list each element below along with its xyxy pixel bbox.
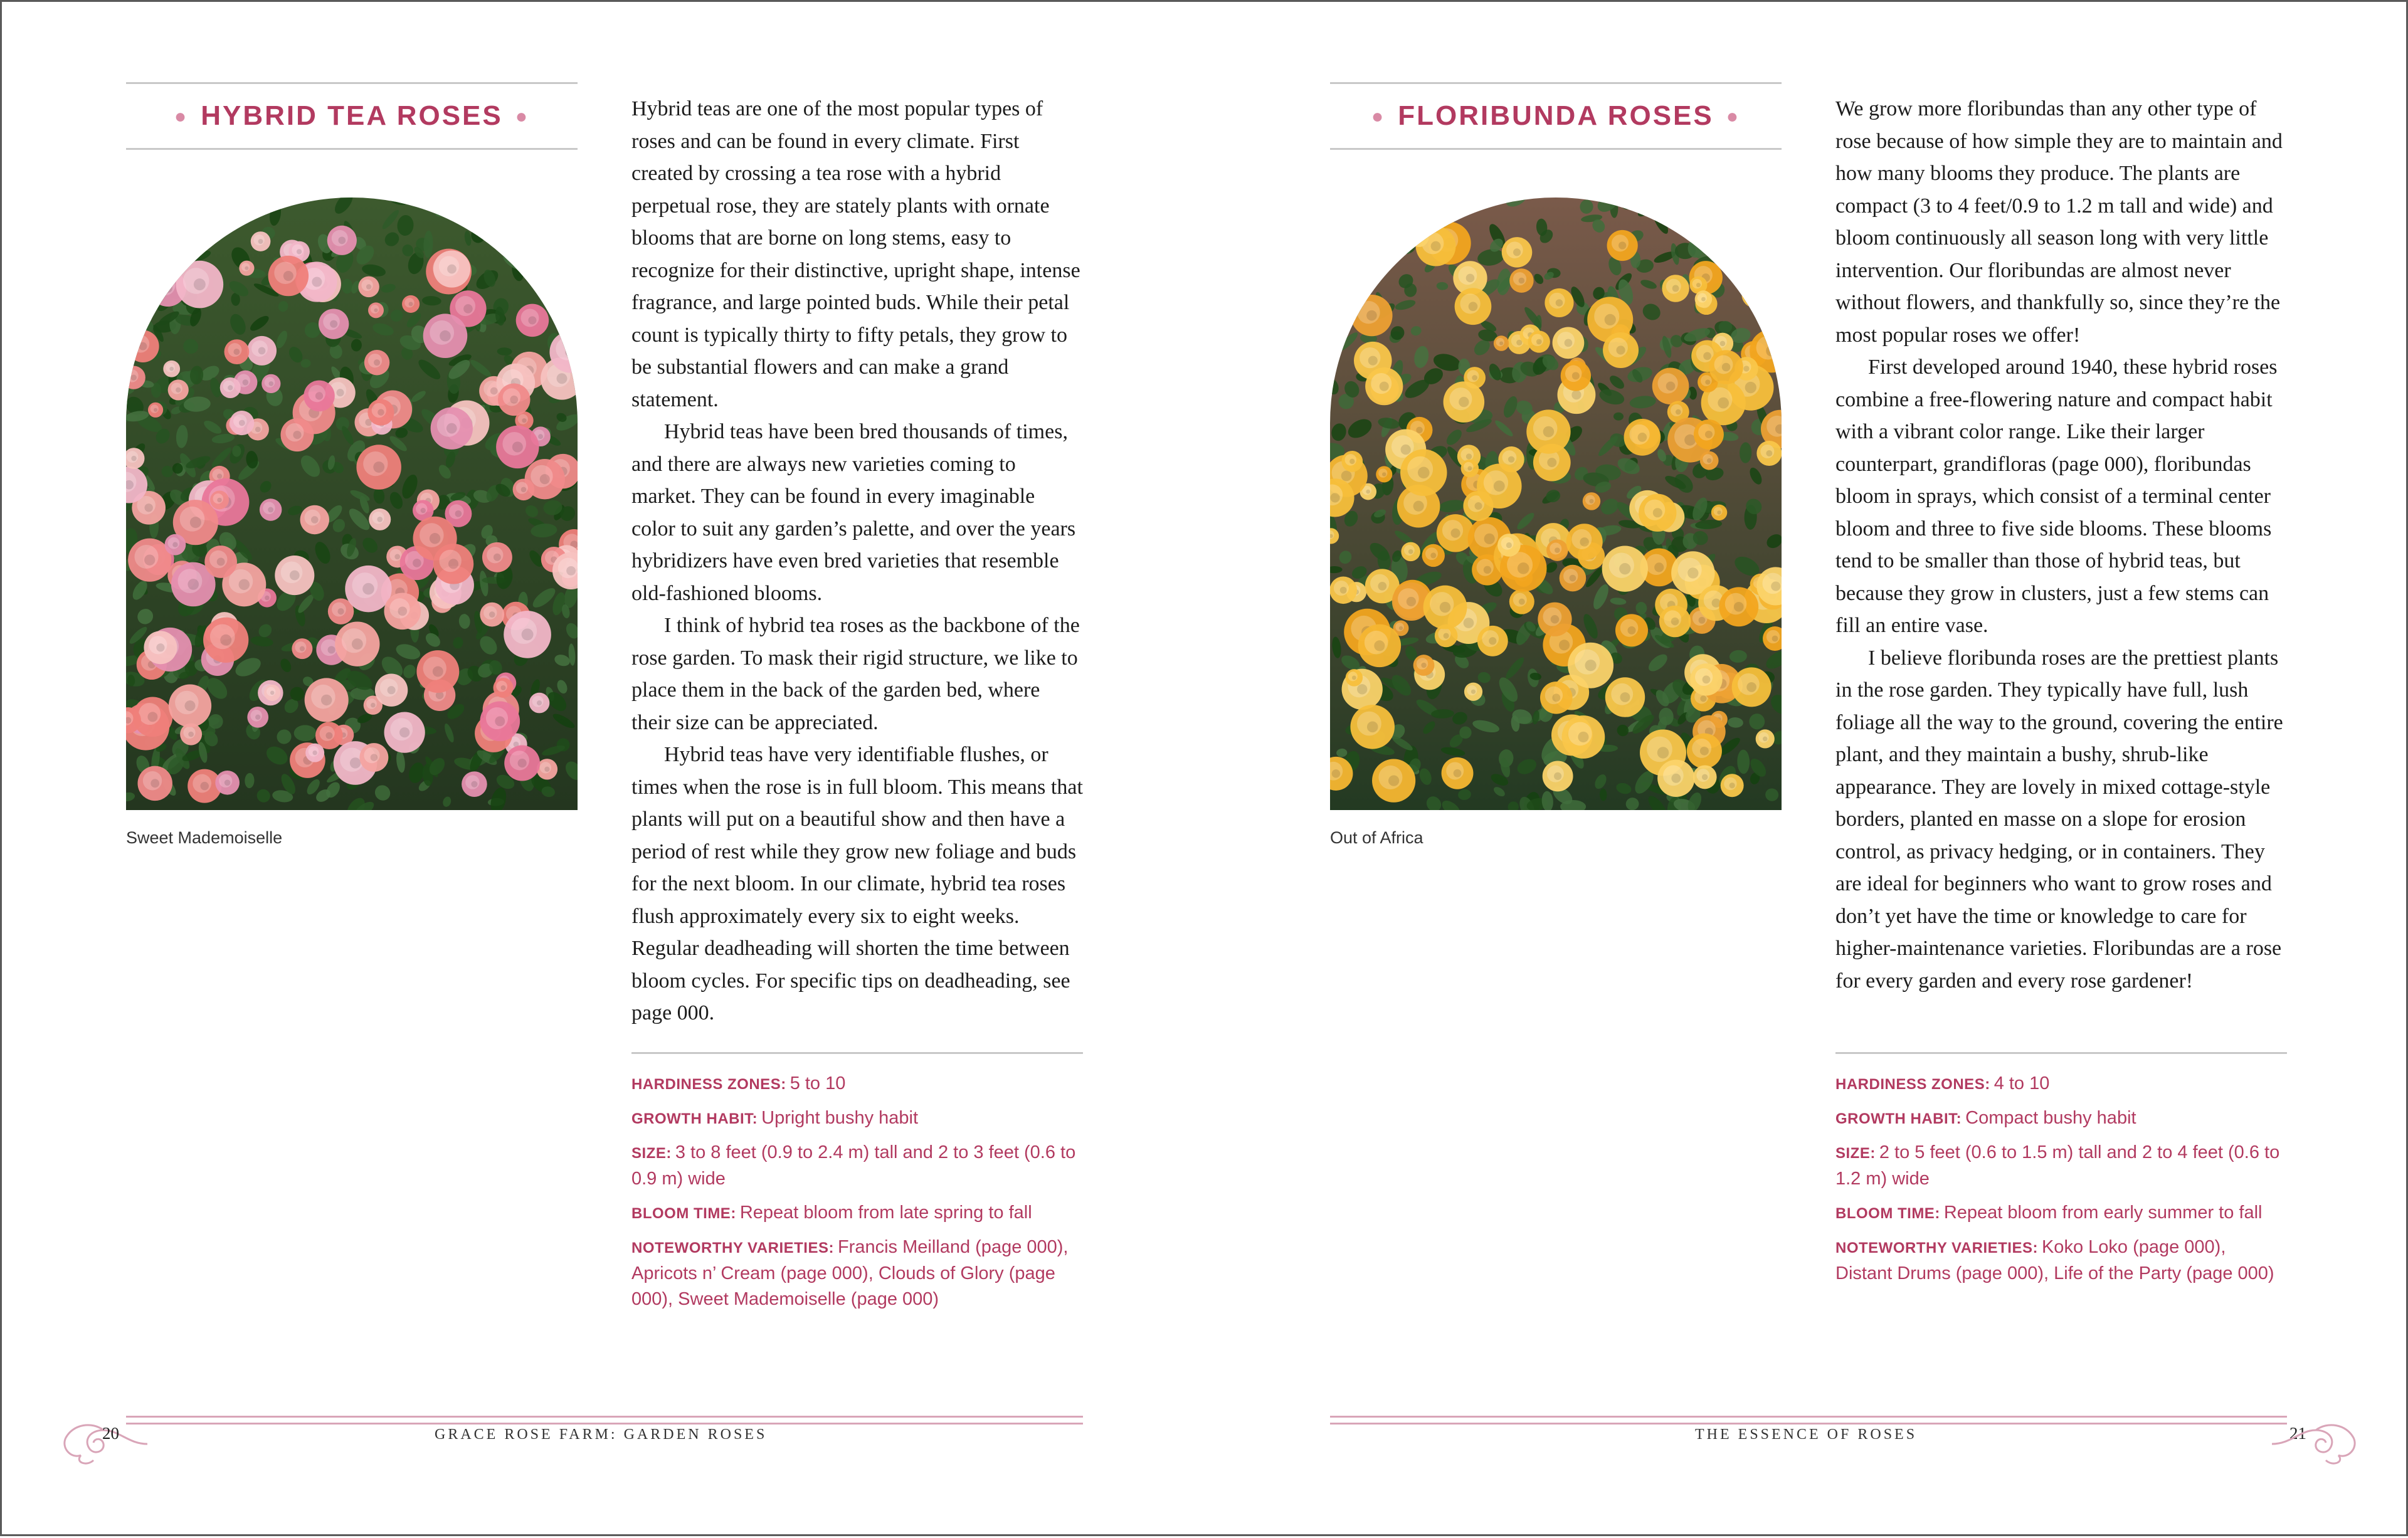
photo-caption: Sweet Mademoiselle bbox=[126, 828, 283, 847]
spec-bloom-time bbox=[631, 1200, 1083, 1226]
spec-label: HARDINESS ZONES: bbox=[631, 1076, 786, 1093]
spec-label: GROWTH HABIT: bbox=[1835, 1110, 1962, 1127]
spec-list bbox=[631, 1071, 1083, 1320]
spec-value: Upright bushy habit bbox=[761, 1108, 919, 1128]
spec-value: Repeat bloom from early summer to fall bbox=[1943, 1203, 2263, 1223]
spec-varieties bbox=[631, 1235, 1083, 1312]
paragraph: I believe floribunda roses are the prettiest plants in the rose garden. They typically have full, lush foliage all the way to the ground, covering the entire plant, and they maintain a bushy, shrub-like appearance. They are lovely in mixed cottage-style borders, planted en masse on a slope for erosion control, as privacy hedging, or in containers. They are ideal for beginners who want to grow roses and don’t yet have the time or knowledge to care for higher-maintenance varieties. Floribundas are a rose for every garden and every rose gardener! bbox=[1835, 646, 2283, 993]
section-heading bbox=[126, 82, 578, 150]
spec-size bbox=[1835, 1140, 2287, 1192]
photo-hybrid-tea bbox=[126, 198, 578, 810]
spec-label: SIZE: bbox=[631, 1145, 672, 1162]
spec-value: Repeat bloom from late spring to fall bbox=[739, 1203, 1032, 1223]
spec-label: HARDINESS ZONES: bbox=[1835, 1076, 1990, 1093]
divider bbox=[1835, 1052, 2287, 1054]
bullet-dot: ● bbox=[174, 104, 189, 127]
heading-text: HYBRID TEA ROSES bbox=[201, 100, 503, 131]
spec-growth-habit bbox=[1835, 1105, 2287, 1132]
bullet-dot: ● bbox=[515, 104, 530, 127]
spec-hardiness bbox=[1835, 1071, 2287, 1097]
body-text bbox=[1835, 93, 2287, 997]
photo-floribunda bbox=[1330, 198, 1782, 810]
spec-list bbox=[1835, 1071, 2287, 1295]
photo-caption: Out of Africa bbox=[1330, 828, 1423, 847]
spec-label: SIZE: bbox=[1835, 1145, 1876, 1162]
spec-label: BLOOM TIME: bbox=[631, 1205, 736, 1222]
paragraph: Hybrid teas are one of the most popular types of roses and can be found in every climate. First created by crossing a tea rose with a hybrid perpetual rose, they are stately plants with ornate blooms that are borne on long stems, easy to recognize for their distinctive, upright shape, intense fragrance, and large pointed buds. While their petal count is typically thirty to fifty petals, they grow to be substantial flowers and can make a grand statement. bbox=[631, 97, 1080, 411]
page-right bbox=[1206, 2, 2408, 1538]
page-number: 20 bbox=[102, 1424, 119, 1443]
paragraph: I think of hybrid tea roses as the backbone of the rose garden. To mask their rigid structure, we like to place them in the back of the garden bed, where their size can be appreciated. bbox=[631, 614, 1080, 734]
spec-varieties bbox=[1835, 1235, 2287, 1287]
paragraph: We grow more floribundas than any other type of rose because of how simple they are to maintain and how many blooms they produce. The plants are compact (3 to 4 feet/0.9 to 1.2 m tall and wide) and bloom continuously all season long with very little intervention. Our floribundas are almost never without flowers, and thankfully so, since they’re the most popular roses we offer! bbox=[1835, 97, 2283, 347]
spec-size bbox=[631, 1140, 1083, 1192]
page-number: 21 bbox=[2289, 1424, 2306, 1443]
paragraph: Hybrid teas have been bred thousands of times, and there are always new varieties coming to market. They can be found in every imaginable color to suit any garden’s palette, and over the years hybridizers have even bred varieties that resemble old-fashioned blooms. bbox=[631, 420, 1076, 605]
spec-bloom-time bbox=[1835, 1200, 2287, 1226]
spec-value: Koko Loko (page 000), Distant Drums (page 000), Life of the Party (page 000) bbox=[1835, 1237, 2274, 1283]
spec-value: Francis Meilland (page 000), Apricots n’ Cream (page 000), Clouds of Glory (page 000), Sweet Mademoiselle (page 000) bbox=[631, 1237, 1069, 1309]
spec-value: 4 to 10 bbox=[1993, 1073, 2050, 1093]
flourish-icon bbox=[2266, 1419, 2360, 1469]
spec-label: NOTEWORTHY VARIETIES: bbox=[631, 1240, 834, 1256]
bullet-dot: ● bbox=[1371, 104, 1386, 127]
running-head: THE ESSENCE OF ROSES bbox=[1695, 1426, 1918, 1443]
spec-hardiness bbox=[631, 1071, 1083, 1097]
rose-photo-out-of-africa bbox=[1330, 198, 1782, 810]
paragraph: First developed around 1940, these hybrid roses combine a free-flowering nature and compact habit with a vibrant color range. Like their larger counterpart, grandifloras (page 000), floribundas bloom in sprays, which consist of a terminal center bloom and three to five side blooms. These blooms tend to be smaller than those of hybrid teas, but because they grow in clusters, just a few stems can fill an entire vase. bbox=[1835, 356, 2278, 637]
page-left bbox=[2, 2, 1206, 1538]
spec-value: 2 to 5 feet (0.6 to 1.5 m) tall and 2 to 4 feet (0.6 to 1.2 m) wide bbox=[1835, 1142, 2280, 1189]
running-head: GRACE ROSE FARM: GARDEN ROSES bbox=[435, 1426, 768, 1443]
spec-growth-habit bbox=[631, 1105, 1083, 1132]
footer-rule bbox=[1330, 1416, 2287, 1425]
spec-value: 5 to 10 bbox=[789, 1073, 846, 1093]
bullet-dot: ● bbox=[1726, 104, 1741, 127]
spec-label: NOTEWORTHY VARIETIES: bbox=[1835, 1240, 2038, 1256]
heading-text: FLORIBUNDA ROSES bbox=[1398, 100, 1714, 131]
section-heading bbox=[1330, 82, 1782, 150]
divider bbox=[631, 1052, 1083, 1054]
spec-label: BLOOM TIME: bbox=[1835, 1205, 1940, 1222]
spec-value: 3 to 8 feet (0.9 to 2.4 m) tall and 2 to 3 feet (0.6 to 0.9 m) wide bbox=[631, 1142, 1076, 1189]
body-text bbox=[631, 93, 1083, 1030]
rose-photo-sweet-mademoiselle bbox=[126, 198, 578, 810]
paragraph: Hybrid teas have very identifiable flushes, or times when the rose is in full bloom. This means that plants will put on a beautiful show and then have a period of rest while they grow new foliage and buds for the next bloom. In our climate, hybrid tea roses flush approximately every six to eight weeks. Regular deadheading will shorten the time between bloom cycles. For specific tips on deadheading, see page 000. bbox=[631, 743, 1083, 1024]
footer-rule bbox=[126, 1416, 1083, 1425]
spec-label: GROWTH HABIT: bbox=[631, 1110, 758, 1127]
spec-value: Compact bushy habit bbox=[1965, 1108, 2136, 1128]
